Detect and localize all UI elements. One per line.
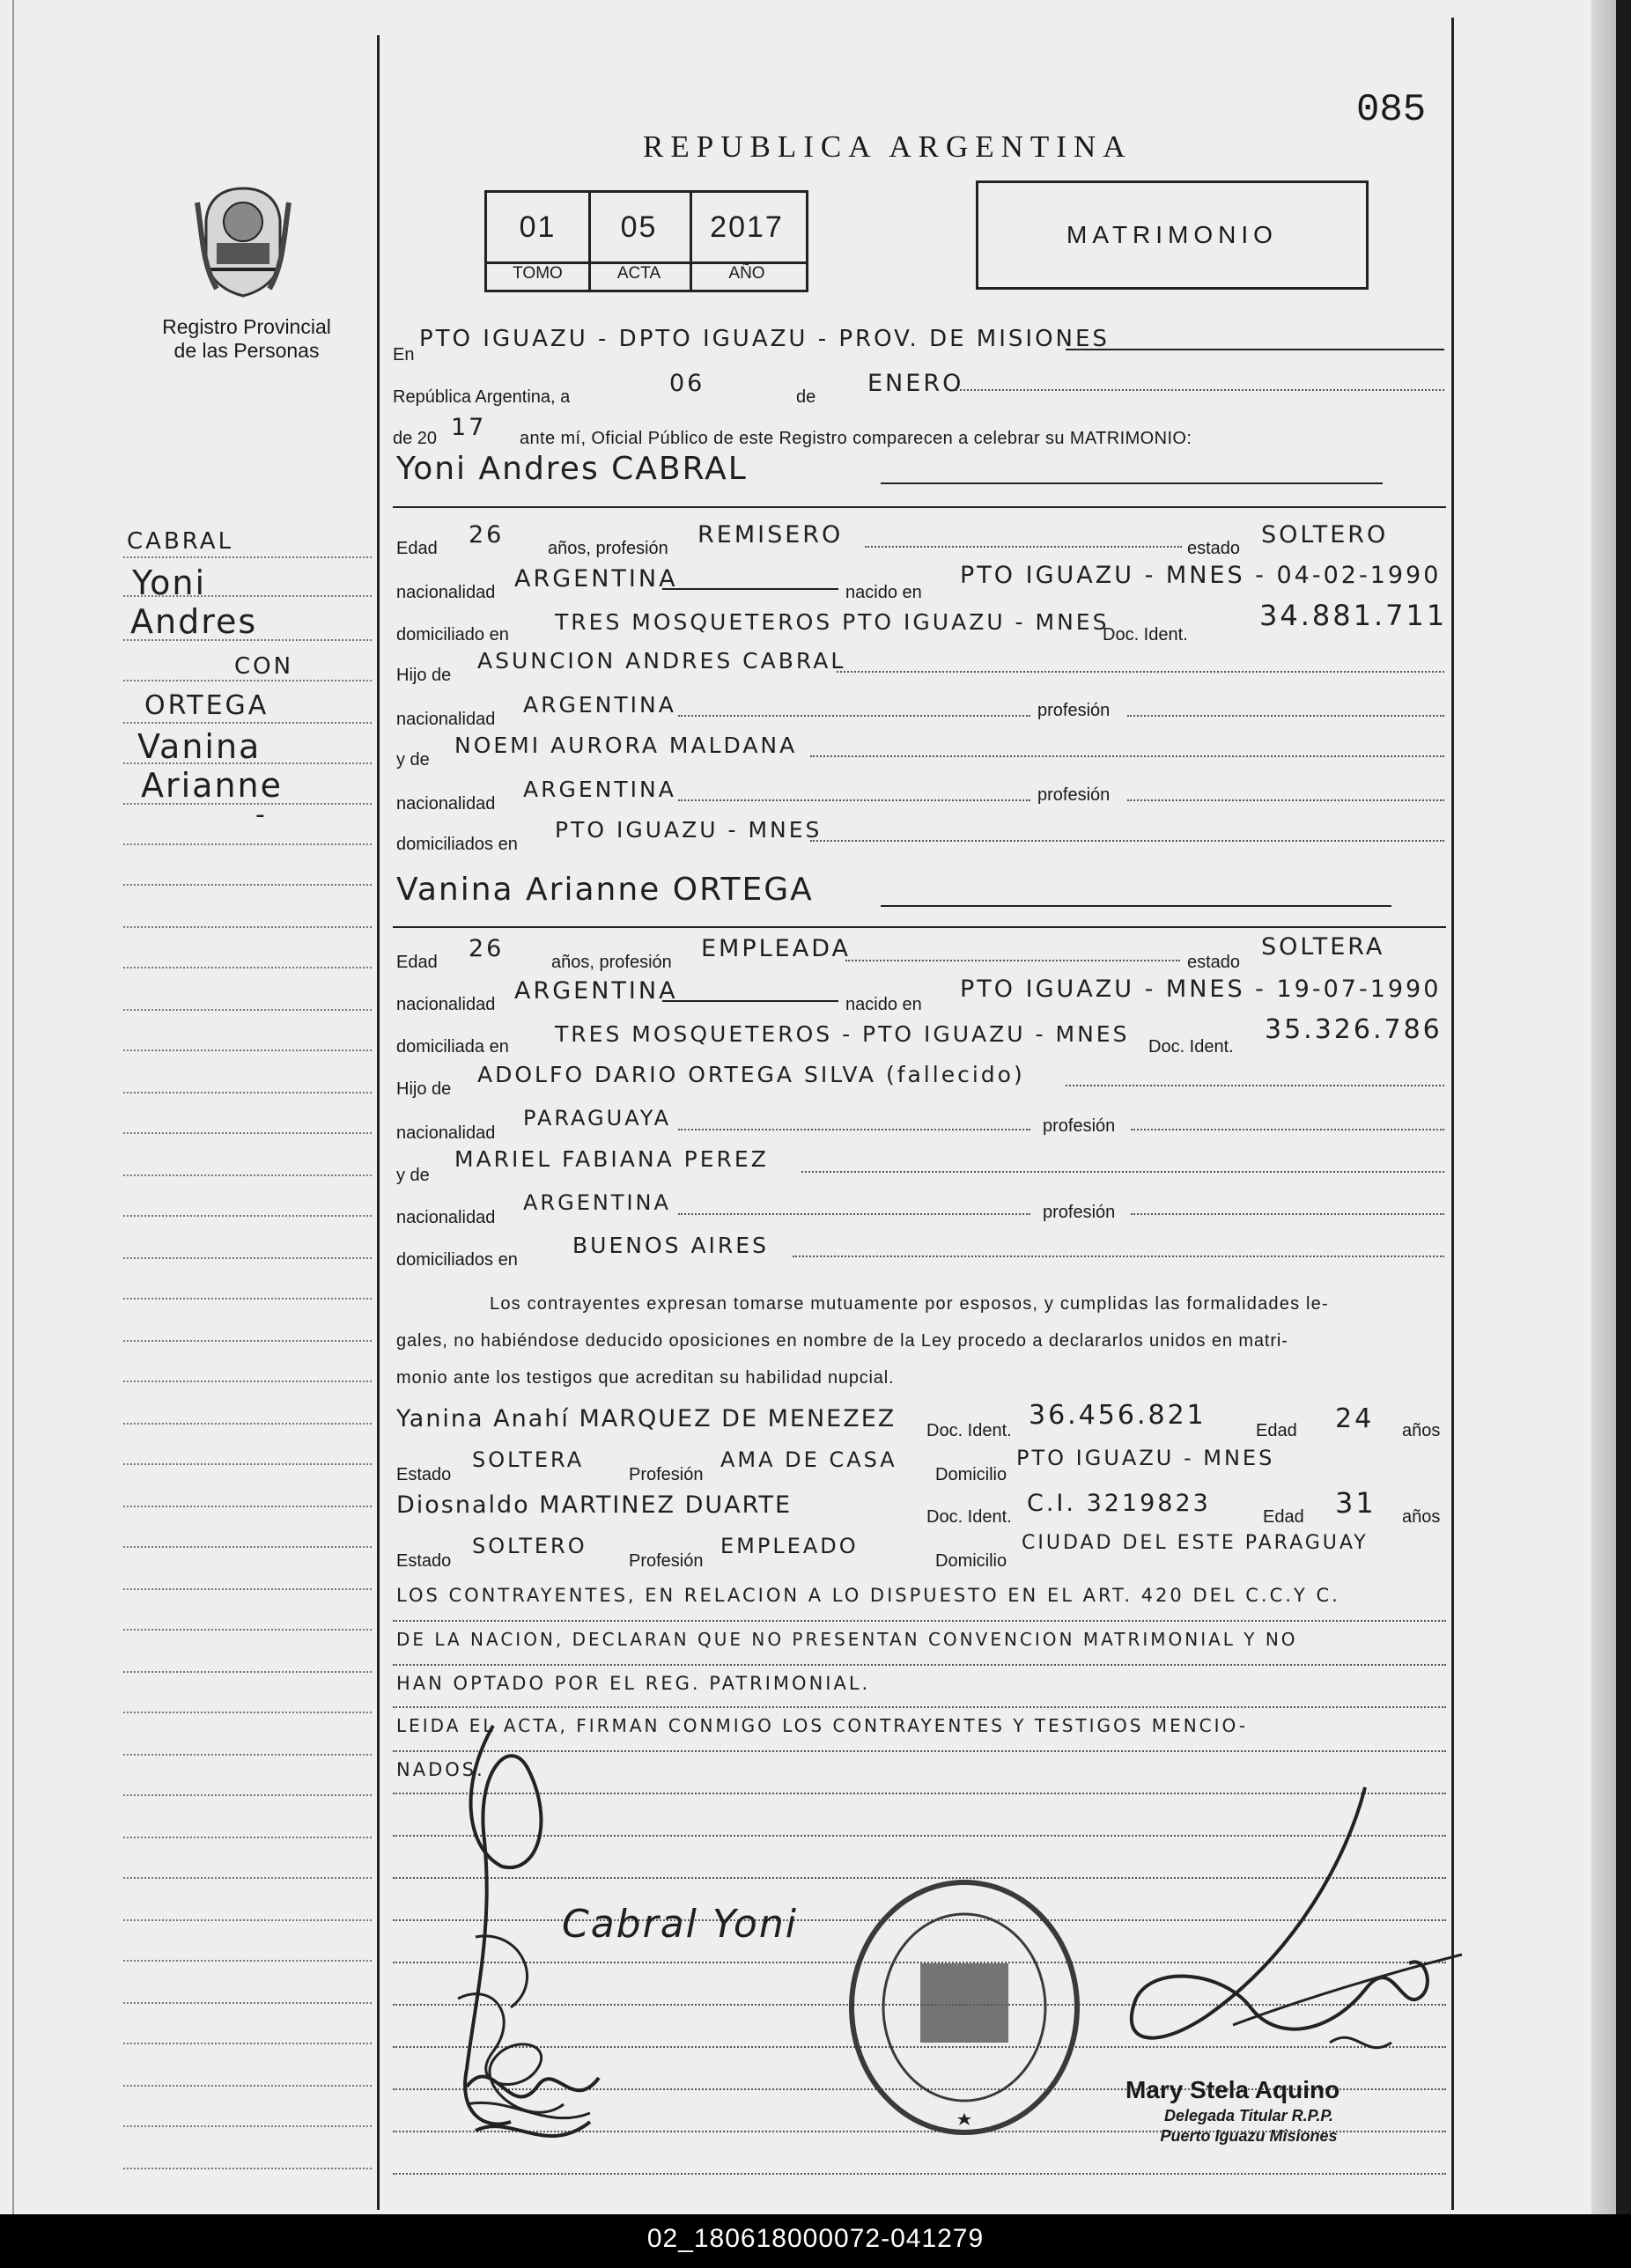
margin-rule <box>123 1298 372 1300</box>
witness1-doc-label: Doc. Ident. <box>926 1421 1012 1440</box>
bride-father-line <box>1066 1085 1444 1086</box>
note-rule <box>393 1664 1446 1666</box>
groom-father-prof-line <box>1127 715 1444 717</box>
witness2-estado-label: Estado <box>396 1551 452 1571</box>
bride-nat-line <box>662 1000 838 1002</box>
margin-rule <box>123 1506 372 1507</box>
margin-rule <box>123 1960 372 1962</box>
witness1-edad-label: Edad <box>1256 1421 1297 1440</box>
act-year-suffix: 17 <box>451 414 487 441</box>
declaration-line-1: Los contrayentes expresan tomarse mutuamente por esposos, y cumplidas las formalidades le- <box>490 1294 1329 1314</box>
note-line-2: DE LA NACION, DECLARAN QUE NO PRESENTAN CONVENCION MATRIMONIAL Y NO <box>396 1629 1298 1650</box>
acta-value: 05 <box>620 210 658 244</box>
margin-rule <box>123 639 372 641</box>
month-line <box>956 389 1444 391</box>
note-rule <box>393 1706 1446 1708</box>
bride-age: 26 <box>469 935 505 962</box>
left-binding-edge <box>12 0 14 2214</box>
witness2-age: 31 <box>1335 1486 1376 1520</box>
officer-title: Delegada Titular R.P.P. <box>1163 2107 1334 2124</box>
groom-nat-line <box>662 588 838 590</box>
bride-birth: PTO IGUAZU - MNES - 19-07-1990 <box>960 976 1442 1003</box>
groom-estado-label: estado <box>1187 539 1241 558</box>
officer-place: Puerto Iguazu Misiones <box>1160 2127 1338 2145</box>
margin-note-bride-surname: ORTEGA <box>144 690 269 721</box>
de-label: de <box>796 387 816 407</box>
note-line-3: HAN OPTADO POR EL REG. PATRIMONIAL. <box>396 1673 871 1694</box>
margin-rule <box>123 926 372 928</box>
margin-rule <box>377 35 380 2210</box>
witness1-address: PTO IGUAZU - MNES <box>1016 1446 1275 1470</box>
groom-hijo-label: Hijo de <box>396 666 452 685</box>
act-place: PTO IGUAZU - DPTO IGUAZU - PROV. DE MISIONES <box>419 326 1110 352</box>
groom-nat-label: nacionalidad <box>396 583 496 602</box>
margin-note-surname: CABRAL <box>127 528 234 555</box>
bride-estado: SOLTERA <box>1261 933 1385 961</box>
bride-name: Vanina Arianne ORTEGA <box>396 872 814 908</box>
margin-rule <box>123 2168 372 2169</box>
bride-father-nat: PARAGUAYA <box>523 1106 671 1130</box>
margin-rule <box>123 1837 372 1838</box>
groom-father-nat-label: nacionalidad <box>396 710 496 729</box>
province-coat-of-arms-icon <box>190 185 296 299</box>
groom-father-prof-label: profesión <box>1037 701 1111 720</box>
groom-profession-line <box>865 546 1182 548</box>
margin-rule <box>123 1629 372 1631</box>
registry-seal-icon <box>845 1875 1083 2139</box>
margin-note-dash: - <box>255 799 267 830</box>
groom-father: ASUNCION ANDRES CABRAL <box>477 648 846 674</box>
scan-id: 02_180618000072-041279 <box>646 2224 985 2253</box>
bride-parents-line <box>793 1256 1444 1257</box>
margin-rule <box>123 1174 372 1176</box>
groom-parents-line <box>810 840 1444 842</box>
witness1-profession: AMA DE CASA <box>720 1447 897 1472</box>
groom-name: Yoni Andres CABRAL <box>396 451 748 487</box>
groom-mother: NOEMI AURORA MALDANA <box>454 733 798 758</box>
margin-rule <box>123 1381 372 1382</box>
witness2-profesion-label: Profesión <box>629 1551 704 1571</box>
country-title: REPUBLICA ARGENTINA <box>643 129 1133 164</box>
bride-profession-label: años, profesión <box>551 953 672 972</box>
margin-rule <box>123 2043 372 2044</box>
groom-signature-text: Cabral Yoni <box>562 1902 798 1947</box>
groom-mother-prof-line <box>1127 799 1444 801</box>
margin-rule <box>123 2125 372 2127</box>
margin-rule <box>123 2085 372 2087</box>
margin-note-middle-name: Andres <box>130 602 258 641</box>
margin-rule <box>123 843 372 845</box>
page-edge <box>1591 0 1616 2214</box>
anio-label: AÑO <box>728 264 765 283</box>
margin-note-bride-middle-name: Arianne <box>141 766 284 805</box>
page-number: 085 <box>1356 88 1427 132</box>
note-line-5: NADOS. <box>396 1759 485 1780</box>
groom-doc: 34.881.711 <box>1259 599 1448 632</box>
margin-rule <box>123 1257 372 1259</box>
bride-father-prof-line <box>1131 1129 1444 1130</box>
witness2-name: Diosnaldo MARTINEZ DUARTE <box>396 1491 793 1519</box>
margin-note-con: CON <box>234 653 294 680</box>
witness1-domicilio-label: Domicilio <box>935 1465 1007 1484</box>
act-type-box <box>976 180 1369 290</box>
bride-doc-label: Doc. Ident. <box>1148 1037 1234 1057</box>
margin-rule <box>123 1132 372 1134</box>
margin-rule <box>123 1754 372 1756</box>
groom-profession: REMISERO <box>697 521 844 549</box>
groom-father-nat: ARGENTINA <box>523 692 676 718</box>
act-type: MATRIMONIO <box>1066 221 1278 248</box>
witness1-profesion-label: Profesión <box>629 1465 704 1484</box>
bride-father: ADOLFO DARIO ORTEGA SILVA (fallecido) <box>477 1062 1025 1087</box>
note-line-4: LEIDA EL ACTA, FIRMAN CONMIGO LOS CONTRAYENTES Y TESTIGOS MENCIO- <box>396 1715 1249 1736</box>
groom-name-line <box>881 482 1383 484</box>
bride-mother-prof-line <box>1131 1213 1444 1215</box>
intro-text: ante mí, Oficial Público de este Registro comparecen a celebrar su MATRIMONIO: <box>520 429 1192 448</box>
witness2-profession: EMPLEADO <box>720 1534 859 1558</box>
margin-rule <box>123 1794 372 1796</box>
bride-hijo-label: Hijo de <box>396 1079 452 1099</box>
groom-profession-label: años, profesión <box>548 539 668 558</box>
margin-note-bride-first-name: Vanina <box>137 727 262 766</box>
groom-doc-label: Doc. Ident. <box>1103 625 1188 644</box>
margin-rule <box>123 1919 372 1921</box>
bride-yde-label: y de <box>396 1166 430 1185</box>
groom-nacido-label: nacido en <box>845 583 922 602</box>
margin-rule <box>123 1009 372 1011</box>
margin-rule <box>123 1049 372 1051</box>
bride-name-line <box>881 905 1391 907</box>
groom-address: TRES MOSQUETEROS PTO IGUAZU - MNES <box>555 609 1110 635</box>
groom-age: 26 <box>469 521 505 549</box>
groom-mother-prof-label: profesión <box>1037 785 1111 805</box>
tomo-value: 01 <box>519 210 557 244</box>
bride-parents-address: BUENOS AIRES <box>572 1233 769 1258</box>
bride-father-nat-line <box>678 1129 1030 1130</box>
registry-line-2: de las Personas <box>173 339 320 362</box>
bride-mother: MARIEL FABIANA PEREZ <box>454 1146 769 1172</box>
bride-father-nat-label: nacionalidad <box>396 1123 496 1143</box>
republica-label: República Argentina, a <box>393 387 571 407</box>
bride-estado-label: estado <box>1187 953 1241 972</box>
margin-rule <box>123 1588 372 1590</box>
witness1-anos-label: años <box>1402 1421 1441 1440</box>
anio-value: 2017 <box>710 210 784 244</box>
bride-mother-prof-label: profesión <box>1043 1203 1116 1222</box>
registry-name <box>132 315 361 363</box>
witness1-estado: SOLTERA <box>472 1447 585 1472</box>
bride-parents-dom-label: domiciliados en <box>396 1250 518 1270</box>
groom-mother-line <box>810 755 1444 757</box>
groom-edad-label: Edad <box>396 539 438 558</box>
bride-profession-line <box>845 960 1180 961</box>
margin-rule <box>123 556 372 558</box>
margin-rule <box>123 2002 372 2004</box>
margin-rule <box>123 1215 372 1217</box>
bride-edad-label: Edad <box>396 953 438 972</box>
bride-doc: 35.326.786 <box>1265 1014 1443 1045</box>
bride-dom-label: domiciliada en <box>396 1037 509 1057</box>
witness-signature <box>458 2034 616 2166</box>
tomo-label: TOMO <box>513 264 563 283</box>
witness2-doc-label: Doc. Ident. <box>926 1507 1012 1527</box>
groom-mother-nat-line <box>678 799 1030 801</box>
groom-estado: SOLTERO <box>1261 521 1389 549</box>
margin-rule <box>123 762 372 764</box>
margin-rule <box>123 1671 372 1673</box>
margin-rule <box>123 1423 372 1425</box>
witness2-domicilio-label: Domicilio <box>935 1551 1007 1571</box>
groom-dom-label: domiciliado en <box>396 625 509 644</box>
witness2-edad-label: Edad <box>1263 1507 1304 1527</box>
record-box <box>484 190 808 292</box>
margin-note-first-name: Yoni <box>132 563 207 602</box>
bride-nationality: ARGENTINA <box>514 977 678 1005</box>
witness1-estado-label: Estado <box>396 1465 452 1484</box>
groom-father-nat-line <box>678 715 1030 717</box>
margin-rule <box>123 1546 372 1548</box>
de20-label: de 20 <box>393 429 438 448</box>
bride-father-prof-label: profesión <box>1043 1116 1116 1136</box>
en-label: En <box>393 345 415 364</box>
acta-label: ACTA <box>616 264 661 283</box>
officer-signature <box>1101 1778 1471 2078</box>
note-line-1: LOS CONTRAYENTES, EN RELACION A LO DISPUESTO EN EL ART. 420 DEL C.C.Y C. <box>396 1585 1340 1606</box>
margin-rule <box>123 884 372 886</box>
margin-rule <box>123 1463 372 1465</box>
witness2-doc: C.I. 3219823 <box>1027 1490 1211 1517</box>
bride-section-rule <box>393 926 1446 928</box>
officer-name: Mary Stela Aquino <box>1125 2076 1340 2103</box>
groom-nationality: ARGENTINA <box>514 565 678 593</box>
groom-section-rule <box>393 506 1446 508</box>
groom-yde-label: y de <box>396 750 430 770</box>
act-month: ENERO <box>867 370 964 397</box>
declaration-line-3: monio ante los testigos que acreditan su habilidad nupcial. <box>396 1368 895 1388</box>
witness1-name: Yanina Anahí MARQUEZ DE MENEZEZ <box>396 1405 897 1432</box>
bride-mother-nat-line <box>678 1213 1030 1215</box>
place-line <box>1066 349 1444 350</box>
margin-rule <box>123 595 372 597</box>
witness1-doc: 36.456.821 <box>1029 1400 1207 1431</box>
witness2-address: CIUDAD DEL ESTE PARAGUAY <box>1022 1532 1369 1554</box>
groom-parents-dom-label: domiciliados en <box>396 835 518 854</box>
margin-rule <box>123 680 372 681</box>
witness1-age: 24 <box>1335 1403 1375 1434</box>
bride-profession: EMPLEADA <box>701 935 851 962</box>
registry-line-1: Registro Provincial <box>162 315 331 338</box>
witness2-anos-label: años <box>1402 1507 1441 1527</box>
bride-mother-nat: ARGENTINA <box>523 1190 671 1215</box>
margin-rule <box>123 1092 372 1094</box>
margin-rule <box>123 803 372 805</box>
bride-mother-nat-label: nacionalidad <box>396 1208 496 1227</box>
groom-mother-nat: ARGENTINA <box>523 777 676 802</box>
margin-rule <box>123 967 372 968</box>
margin-rule <box>123 1877 372 1879</box>
groom-father-line <box>837 671 1444 673</box>
groom-birth: PTO IGUAZU - MNES - 04-02-1990 <box>960 562 1442 589</box>
groom-parents-address: PTO IGUAZU - MNES <box>555 817 823 843</box>
bride-address: TRES MOSQUETEROS - PTO IGUAZU - MNES <box>555 1021 1130 1047</box>
declaration-line-2: gales, no habiéndose deducido oposiciones en nombre de la Ley procedo a declararlos unidos en matri- <box>396 1331 1288 1351</box>
witness2-estado: SOLTERO <box>472 1534 587 1558</box>
margin-rule <box>123 1340 372 1342</box>
bride-nat-label: nacionalidad <box>396 995 496 1014</box>
bride-nacido-label: nacido en <box>845 995 922 1014</box>
bride-mother-line <box>801 1171 1444 1173</box>
margin-rule <box>123 1712 372 1713</box>
margin-rule <box>123 722 372 724</box>
act-day: 06 <box>669 370 705 397</box>
groom-mother-nat-label: nacionalidad <box>396 794 496 814</box>
note-rule <box>393 1620 1446 1622</box>
